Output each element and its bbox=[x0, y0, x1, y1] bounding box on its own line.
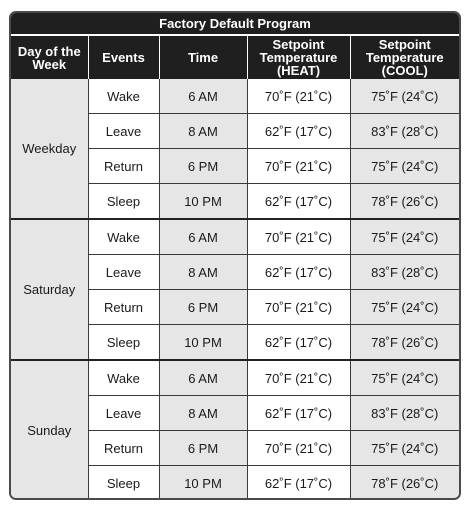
event-cell: Return bbox=[88, 431, 159, 466]
header-events: Events bbox=[88, 36, 159, 79]
heat-cell: 70˚F (21˚C) bbox=[247, 431, 350, 466]
heat-cell: 70˚F (21˚C) bbox=[247, 79, 350, 114]
event-cell: Wake bbox=[88, 360, 159, 396]
event-cell: Leave bbox=[88, 396, 159, 431]
event-cell: Leave bbox=[88, 255, 159, 290]
header-heat: Setpoint Temperature (HEAT) bbox=[247, 36, 350, 79]
heat-cell: 70˚F (21˚C) bbox=[247, 290, 350, 325]
time-cell: 6 PM bbox=[159, 149, 247, 184]
table-title: Factory Default Program bbox=[11, 13, 459, 36]
header-time: Time bbox=[159, 36, 247, 79]
cool-cell: 83˚F (28˚C) bbox=[350, 255, 459, 290]
time-cell: 10 PM bbox=[159, 466, 247, 501]
cool-cell: 78˚F (26˚C) bbox=[350, 325, 459, 361]
cool-cell: 83˚F (28˚C) bbox=[350, 114, 459, 149]
table-row bbox=[11, 219, 459, 255]
heat-cell: 70˚F (21˚C) bbox=[247, 149, 350, 184]
time-cell: 8 AM bbox=[159, 114, 247, 149]
event-cell: Sleep bbox=[88, 184, 159, 220]
heat-cell: 62˚F (17˚C) bbox=[247, 255, 350, 290]
day-cell: Sunday bbox=[11, 360, 88, 500]
heat-cell: 70˚F (21˚C) bbox=[247, 360, 350, 396]
heat-cell: 62˚F (17˚C) bbox=[247, 466, 350, 501]
time-cell: 6 AM bbox=[159, 79, 247, 114]
time-cell: 10 PM bbox=[159, 184, 247, 220]
header-day: Day of the Week bbox=[11, 36, 88, 79]
time-cell: 8 AM bbox=[159, 396, 247, 431]
cool-cell: 75˚F (24˚C) bbox=[350, 290, 459, 325]
heat-cell: 62˚F (17˚C) bbox=[247, 396, 350, 431]
cool-cell: 78˚F (26˚C) bbox=[350, 466, 459, 501]
time-cell: 6 AM bbox=[159, 219, 247, 255]
event-cell: Sleep bbox=[88, 466, 159, 501]
heat-cell: 70˚F (21˚C) bbox=[247, 219, 350, 255]
table-row bbox=[11, 79, 459, 114]
table-body bbox=[11, 79, 459, 500]
event-cell: Leave bbox=[88, 114, 159, 149]
cool-cell: 83˚F (28˚C) bbox=[350, 396, 459, 431]
cool-cell: 75˚F (24˚C) bbox=[350, 219, 459, 255]
header-cool: Setpoint Temperature (COOL) bbox=[350, 36, 459, 79]
time-cell: 6 AM bbox=[159, 360, 247, 396]
time-cell: 6 PM bbox=[159, 290, 247, 325]
event-cell: Wake bbox=[88, 79, 159, 114]
program-table bbox=[11, 36, 459, 500]
time-cell: 6 PM bbox=[159, 431, 247, 466]
event-cell: Return bbox=[88, 149, 159, 184]
time-cell: 8 AM bbox=[159, 255, 247, 290]
cool-cell: 75˚F (24˚C) bbox=[350, 79, 459, 114]
heat-cell: 62˚F (17˚C) bbox=[247, 114, 350, 149]
cool-cell: 75˚F (24˚C) bbox=[350, 360, 459, 396]
event-cell: Wake bbox=[88, 219, 159, 255]
day-cell: Weekday bbox=[11, 79, 88, 219]
table-row bbox=[11, 360, 459, 396]
program-table-frame bbox=[9, 11, 461, 500]
header-row bbox=[11, 36, 459, 79]
cool-cell: 78˚F (26˚C) bbox=[350, 184, 459, 220]
event-cell: Return bbox=[88, 290, 159, 325]
cool-cell: 75˚F (24˚C) bbox=[350, 431, 459, 466]
event-cell: Sleep bbox=[88, 325, 159, 361]
time-cell: 10 PM bbox=[159, 325, 247, 361]
cool-cell: 75˚F (24˚C) bbox=[350, 149, 459, 184]
heat-cell: 62˚F (17˚C) bbox=[247, 184, 350, 220]
day-cell: Saturday bbox=[11, 219, 88, 360]
heat-cell: 62˚F (17˚C) bbox=[247, 325, 350, 361]
